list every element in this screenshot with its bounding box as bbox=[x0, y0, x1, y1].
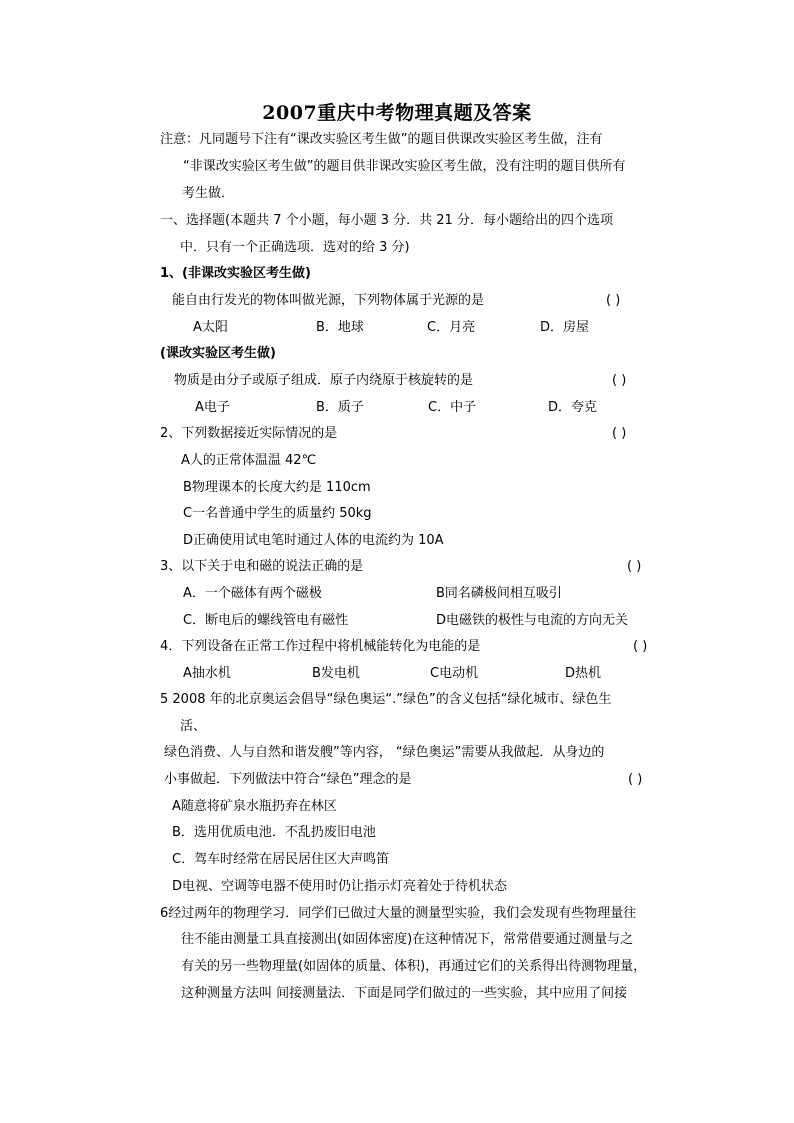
question-5-option-d: D电视、空调等电器不使用时仍让指示灯亮着处于待机状态 bbox=[172, 879, 508, 894]
note-line-1: 注意：凡同题号下注有“课改实验区考生做”的题目供课改实验区考生做，注有 bbox=[160, 132, 603, 147]
section-heading-line-2: 中．只有一个正确选项．选对的给 3 分) bbox=[180, 240, 410, 255]
question-3-option-b: B同名磷极间相互吸引 bbox=[436, 586, 562, 601]
question-5-line-4: 小事做起．下列做法中符合“绿色”理念的是 bbox=[164, 772, 412, 787]
question-5-option-c: C．驾车时经常在居民居住区大声鸣笛 bbox=[172, 852, 390, 867]
question-1-number: 1、(非课改实验区考生做) bbox=[160, 266, 311, 281]
question-6-line-3: 有关的另一些物理量(如固体的质量、体积)，再通过它们的关系得出待测物理量， bbox=[181, 959, 647, 974]
section-heading-line-1: 一、选择题(本题共 7 个小题，每小题 3 分．共 21 分．每小题给出的四个选项 bbox=[160, 213, 613, 228]
question-1-answer-paren: ( ) bbox=[606, 293, 621, 308]
question-1-option-a: A太阳 bbox=[193, 320, 228, 335]
question-5-option-b: B．选用优质电池．不乱扔废旧电池 bbox=[172, 825, 376, 840]
question-2-option-d: D正确使用试电笔时通过人体的电流约为 10A bbox=[183, 533, 444, 548]
question-4-option-b: B发电机 bbox=[312, 666, 360, 681]
question-1-alt-option-c: C．中子 bbox=[428, 400, 477, 415]
question-3-option-d: D电磁铁的极性与电流的方向无关 bbox=[436, 613, 629, 628]
question-3-stem: 3、以下关于电和磁的说法正确的是 bbox=[160, 559, 364, 574]
question-1-alt-answer-paren: ( ) bbox=[612, 373, 627, 388]
question-2-option-a: A人的正常体温温 42℃ bbox=[181, 453, 317, 468]
question-3-option-c: C．断电后的螺线管电有磁性 bbox=[183, 613, 349, 628]
question-1-alt-option-b: B．质子 bbox=[316, 400, 364, 415]
page-title: 2007重庆中考物理真题及答案 bbox=[262, 102, 532, 124]
question-4-option-d: D热机 bbox=[565, 666, 602, 681]
question-1-option-b: B．地球 bbox=[316, 320, 364, 335]
question-6-line-4: 这种测量方法叫 间接测量法．下面是同学们做过的一些实验，其中应用了间接 bbox=[181, 986, 628, 1001]
question-2-answer-paren: ( ) bbox=[612, 426, 627, 441]
question-1-option-d: D．房屋 bbox=[540, 320, 590, 335]
question-1-alt-heading: (课改实验区考生做) bbox=[160, 346, 276, 361]
question-2-option-c: C一名普通中学生的质量约 50kg bbox=[183, 506, 372, 521]
question-5-line-2: 活、 bbox=[180, 719, 207, 734]
question-6-line-2: 往不能由测量工具直接测出(如固体密度)在这种情况下，常常借要通过测量与之 bbox=[181, 932, 634, 947]
note-line-2: “非课改实验区考生做”的题目供非课改实验区考生做，没有注明的题目供所有 bbox=[183, 159, 626, 174]
question-5-line-3: 绿色消费、人与自然和谐发艘”等内容， “绿色奥运”需要从我做起．从身边的 bbox=[164, 745, 605, 760]
question-2-option-b: B物理课本的长度大约是 110cm bbox=[183, 480, 371, 495]
question-4-option-c: C电动机 bbox=[430, 666, 479, 681]
question-1-alt-stem: 物质是由分子或原子组成．原子内绕原于核旋转的是 bbox=[174, 373, 474, 388]
question-5-answer-paren: ( ) bbox=[628, 772, 643, 787]
question-5-option-a: A随意将矿泉水瓶扔弃在林区 bbox=[172, 799, 337, 814]
question-3-answer-paren: ( ) bbox=[627, 559, 642, 574]
question-3-option-a: A．一个磁体有两个磁极 bbox=[183, 586, 322, 601]
question-5-line-1: 5 2008 年的北京奥运会倡导“绿色奥运“.”绿色”的含义包括“绿化城市、绿色生 bbox=[160, 692, 612, 707]
question-1-stem: 能自由行发光的物体叫做光源，下列物体属于光源的是 bbox=[172, 293, 485, 308]
question-1-alt-option-d: D．夸克 bbox=[548, 400, 598, 415]
question-4-option-a: A抽水机 bbox=[183, 666, 231, 681]
note-line-3: 考生做． bbox=[182, 186, 235, 201]
question-2-stem: 2、下列数据接近实际情况的是 bbox=[160, 426, 338, 441]
question-4-answer-paren: ( ) bbox=[633, 639, 648, 654]
question-6-line-1: 6经过两年的物理学习．同学们已做过大量的测量型实验，我们会发现有些物理量往 bbox=[160, 906, 637, 921]
question-1-option-c: C．月亮 bbox=[427, 320, 476, 335]
question-1-alt-option-a: A电子 bbox=[195, 400, 230, 415]
question-4-stem: 4．下列设备在正常工作过程中将机械能转化为电能的是 bbox=[160, 639, 481, 654]
